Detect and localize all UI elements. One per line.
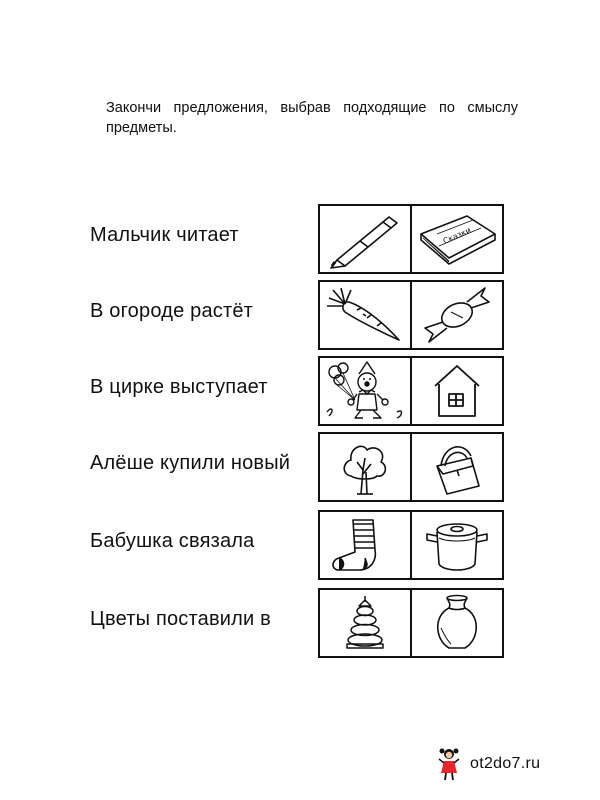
exercise-row-3	[0, 356, 600, 424]
option-cell[interactable]	[410, 512, 502, 578]
sentence-text: Цветы поставили в	[90, 608, 271, 630]
instruction-text: Закончи предложения, выбрав подходящие по смыслу предметы.	[106, 100, 518, 136]
carrot-icon	[323, 284, 407, 346]
option-cell[interactable]	[410, 434, 502, 500]
option-cell[interactable]	[320, 358, 410, 424]
option-cell[interactable]	[320, 206, 410, 272]
option-cell[interactable]	[410, 206, 502, 272]
exercise-row-1	[0, 204, 600, 272]
answer-options	[318, 510, 504, 580]
answer-options	[318, 356, 504, 426]
book-cover-text: Сказки	[441, 225, 473, 246]
option-cell[interactable]	[320, 434, 410, 500]
option-cell[interactable]	[410, 358, 502, 424]
pencil-icon	[323, 208, 407, 270]
bag-icon	[415, 436, 499, 498]
sentence-text: В огороде растёт	[90, 300, 254, 322]
pot-icon	[415, 514, 499, 576]
vase-icon	[415, 592, 499, 654]
exercise-row-2	[0, 280, 600, 348]
exercise-row-4	[0, 432, 600, 500]
candy-icon	[415, 284, 499, 346]
site-name[interactable]: ot2do7.ru	[470, 755, 541, 772]
answer-options	[318, 432, 504, 502]
footer	[436, 744, 540, 784]
option-cell[interactable]	[410, 590, 502, 656]
answer-options	[318, 204, 504, 274]
book-icon	[415, 208, 499, 270]
girl-logo-icon	[436, 747, 462, 781]
option-cell[interactable]	[320, 590, 410, 656]
sentence-text: Алёше купили новый	[90, 452, 291, 474]
pyramid-toy-icon	[323, 592, 407, 654]
exercise-row-6	[0, 588, 600, 656]
option-cell[interactable]	[320, 282, 410, 348]
clown-icon	[323, 360, 407, 422]
sentence-text: Бабушка связала	[90, 530, 255, 552]
option-cell[interactable]	[320, 512, 410, 578]
answer-options	[318, 280, 504, 350]
sock-icon	[323, 514, 407, 576]
house-icon	[415, 360, 499, 422]
option-cell[interactable]	[410, 282, 502, 348]
sentence-text: В цирке выступает	[90, 376, 268, 398]
exercise-row-5	[0, 510, 600, 578]
tree-icon	[323, 436, 407, 498]
sentence-text: Мальчик читает	[90, 224, 239, 246]
answer-options	[318, 588, 504, 658]
